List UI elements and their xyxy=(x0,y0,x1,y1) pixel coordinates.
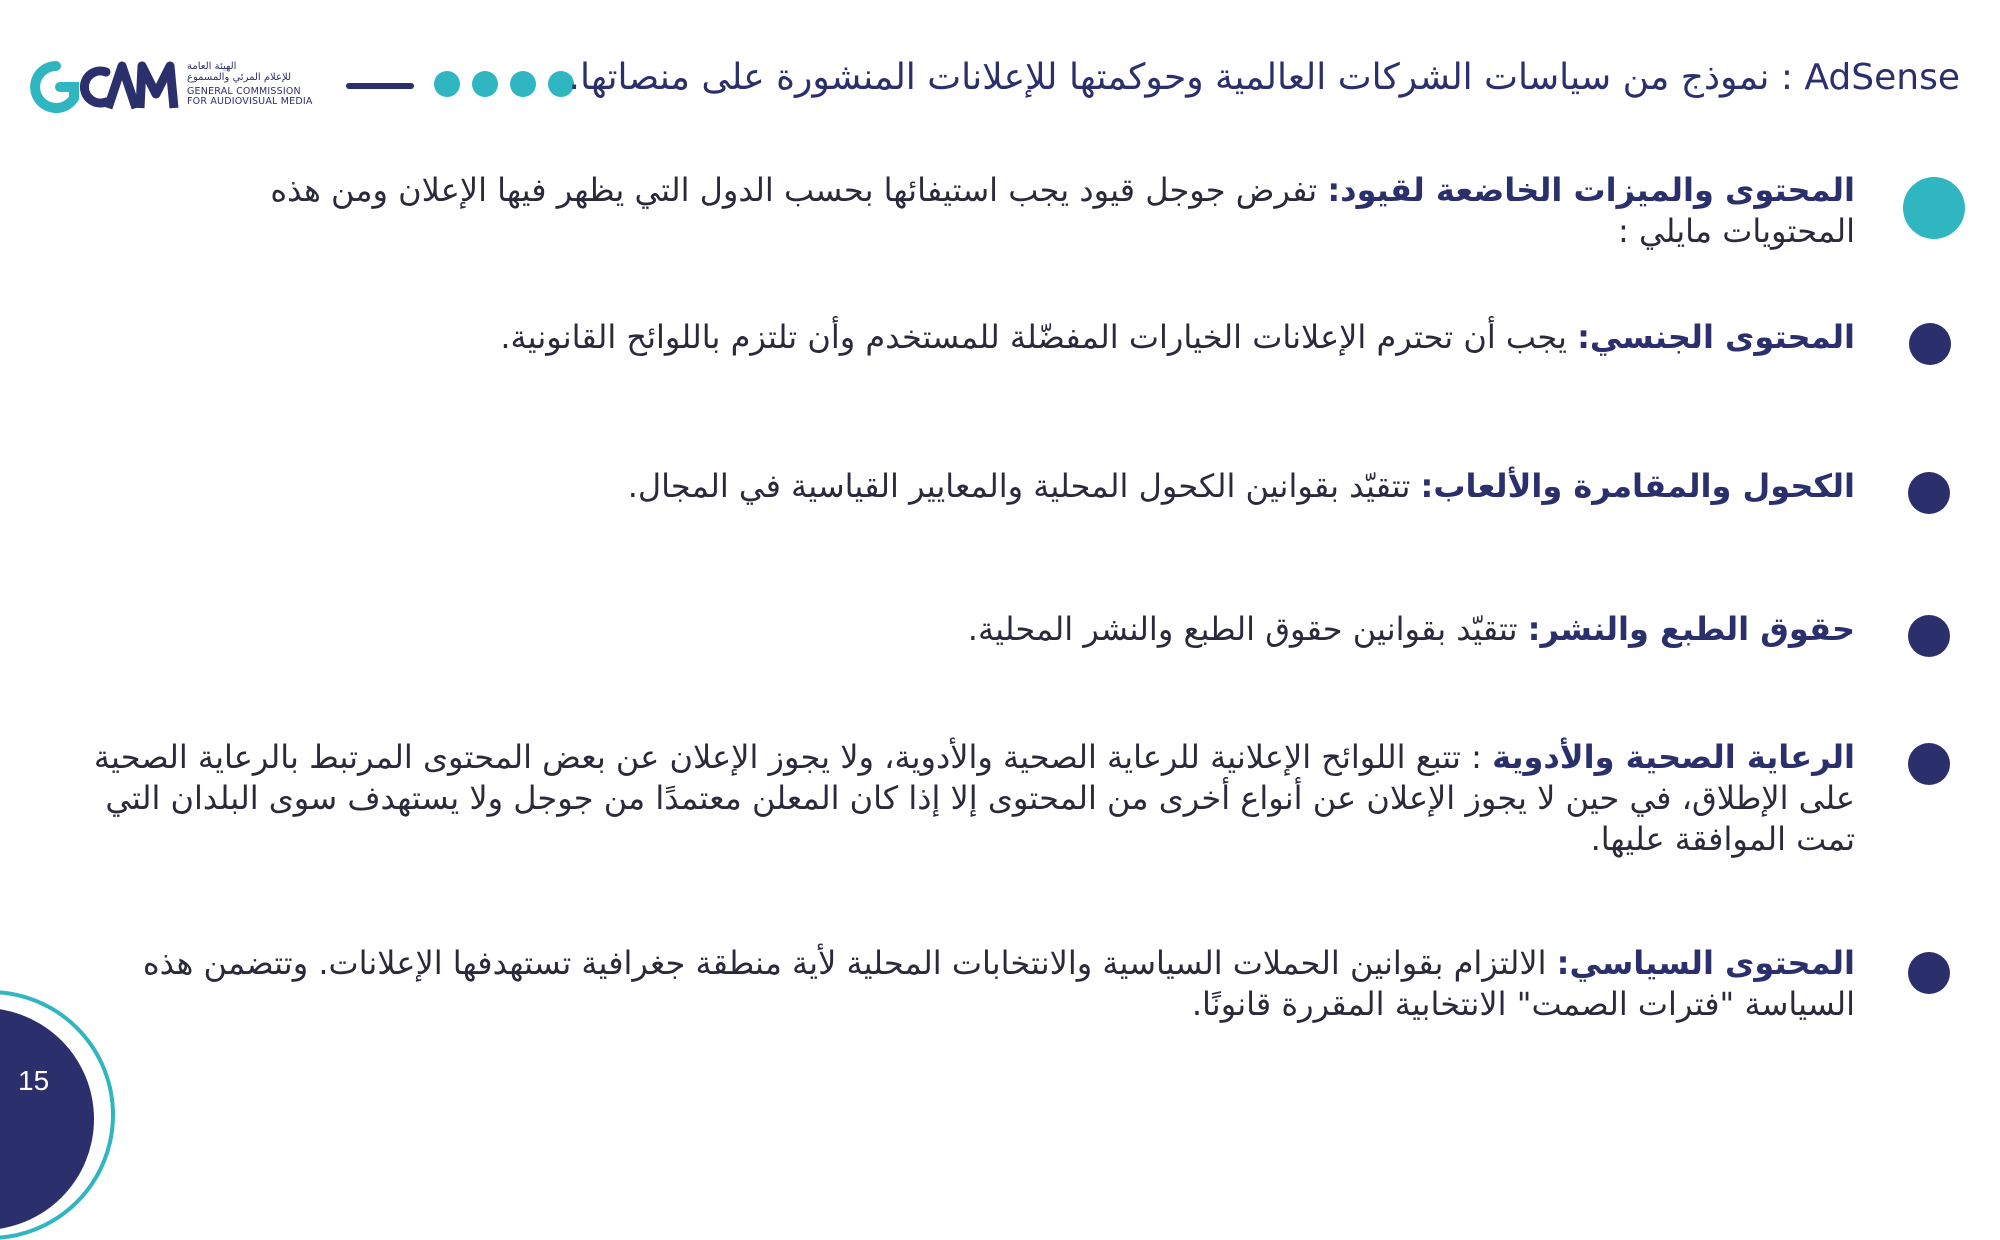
header-decoration-dot xyxy=(472,71,498,97)
item-label: المحتوى السياسي: xyxy=(1556,944,1855,982)
bullet-icon xyxy=(1908,952,1950,994)
item-body: تتقيّد بقوانين الكحول المحلية والمعايير القياسية في المجال. xyxy=(627,467,1421,505)
logo-english-line1: GENERAL COMMISSION xyxy=(187,86,301,97)
bullet-icon xyxy=(1909,323,1951,365)
list-item xyxy=(77,737,1855,860)
page-number: 15 xyxy=(18,1065,50,1096)
bullet-icon xyxy=(1908,743,1950,785)
item-body: يجب أن تحترم الإعلانات الخيارات المفضّلة للمستخدم وأن تلتزم باللوائح القانونية. xyxy=(500,318,1578,356)
bullet-icon xyxy=(1903,177,1965,239)
item-label: حقوق الطبع والنشر: xyxy=(1527,610,1855,648)
item-label: المحتوى والميزات الخاضعة لقيود: xyxy=(1327,171,1855,209)
bullet-icon xyxy=(1908,472,1950,514)
gcam-logo-mark xyxy=(30,58,180,116)
bullet-icon xyxy=(1908,615,1950,657)
item-label: الكحول والمقامرة والألعاب: xyxy=(1420,467,1855,505)
logo-text xyxy=(187,62,322,107)
item-body: : تتبع اللوائح الإعلانية للرعاية الصحية والأدوية، ولا يجوز الإعلان عن بعض المحتوى المرتبط بالرعاية الصحية على الإطلاق، في حين لا يجوز الإعلان عن أنواع أخرى من المحتوى إلا إذا كان المعلن معتمدًا من جوجل ولا يستهدف سوى البلدان التي تمت الموافقة عليها. xyxy=(93,738,1855,858)
item-body: تفرض جوجل قيود يجب استيفائها بحسب الدول التي يظهر فيها الإعلان ومن هذه المحتويات مايلي : xyxy=(270,171,1855,250)
logo-arabic-line1: الهيئة العامة xyxy=(187,61,237,72)
item-body: تتقيّد بقوانين حقوق الطبع والنشر المحلية. xyxy=(967,610,1528,648)
list-item xyxy=(155,609,1855,650)
logo-arabic-line2: للإعلام المرئي والمسموع xyxy=(187,71,292,83)
logo-english-line2: FOR AUDIOVISUAL MEDIA xyxy=(187,95,313,107)
header-decoration-line xyxy=(346,83,414,89)
list-item xyxy=(155,317,1855,358)
page-title: AdSense : نموذج من سياسات الشركات العالمية وحوكمتها للإعلانات المنشورة على منصاتها. xyxy=(568,57,1960,98)
list-item xyxy=(155,466,1855,507)
header-decoration-dot xyxy=(510,71,536,97)
item-label: الرعاية الصحية والأدوية xyxy=(1492,738,1855,776)
gcam-logo xyxy=(30,58,320,116)
item-label: المحتوى الجنسي: xyxy=(1577,318,1855,356)
list-item xyxy=(155,170,1855,252)
list-item xyxy=(85,943,1855,1025)
header-decoration-dot xyxy=(434,71,460,97)
item-body: الالتزام بقوانين الحملات السياسية والانتخابات المحلية لأية منطقة جغرافية تستهدفها الإعلانات. وتتضمن هذه السياسة "فترات الصمت" الانتخابية المقررة قانونًا. xyxy=(142,944,1855,1023)
